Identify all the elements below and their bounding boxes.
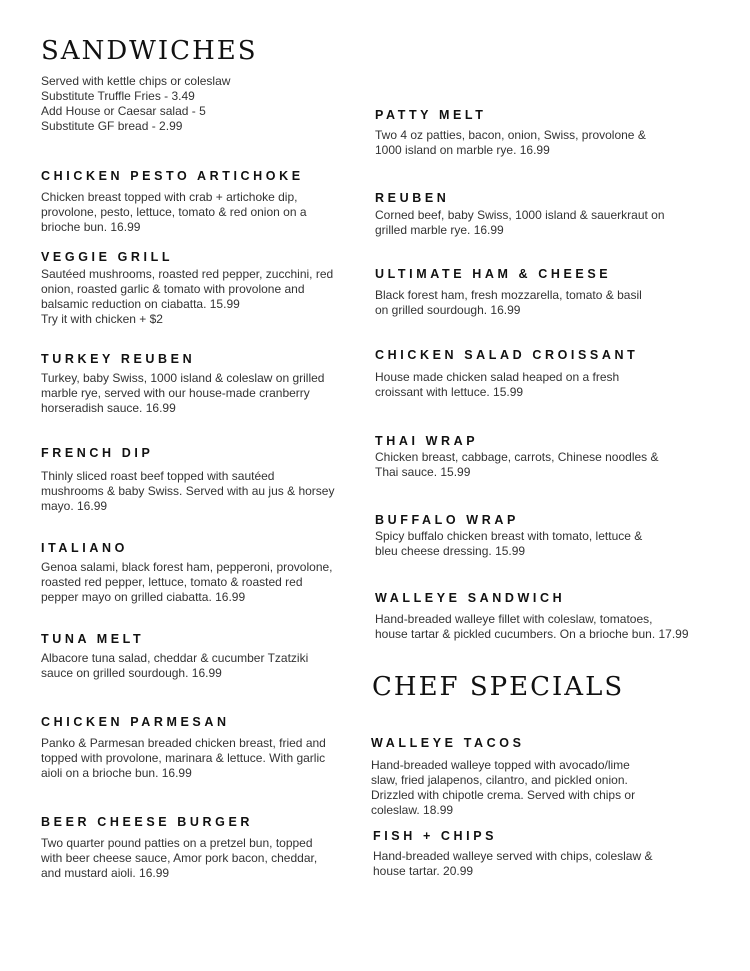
item-name: BUFFALO WRAP — [375, 513, 519, 527]
menu-item-thai-wrap — [375, 434, 659, 480]
menu-item-walleye-tacos — [371, 736, 635, 818]
item-description: Chicken breast, cabbage, carrots, Chinese noodles & Thai sauce. 15.99 — [375, 450, 659, 479]
item-name: ULTIMATE HAM & CHEESE — [375, 267, 612, 281]
item-name: VEGGIE GRILL — [41, 250, 174, 264]
item-name: REUBEN — [375, 191, 450, 205]
item-name: WALLEYE TACOS — [371, 736, 525, 750]
item-name: BEER CHEESE BURGER — [41, 815, 254, 829]
item-name: FRENCH DIP — [41, 446, 154, 460]
menu-item-chicken-pesto-artichoke — [41, 169, 307, 235]
item-description: Genoa salami, black forest ham, pepperoni, provolone, roasted red pepper, lettuce, tomato & roasted red pepper mayo on grilled ciabatta. 16.99 — [41, 560, 333, 604]
sandwiches-title: SANDWICHES — [41, 36, 258, 66]
menu-item-chicken-salad-croissant — [375, 348, 638, 400]
item-description: Hand-breaded walleye topped with avocado/lime slaw, fried jalapenos, cilantro, and pickled onion. Drizzled with chipotle crema. Served with chips or coleslaw. 18.99 — [371, 758, 636, 817]
item-name: TUNA MELT — [41, 632, 145, 646]
chef-specials-title: CHEF SPECIALS — [372, 672, 625, 702]
item-description: Spicy buffalo chicken breast with tomato, lettuce & bleu cheese dressing. 15.99 — [375, 529, 643, 558]
item-description: Two quarter pound patties on a pretzel bun, topped with beer cheese sauce, Amor pork bacon, cheddar, and mustard aioli. 16.99 — [41, 836, 318, 880]
item-name: ITALIANO — [41, 541, 128, 555]
item-name: PATTY MELT — [375, 108, 487, 122]
menu-item-patty-melt — [375, 108, 646, 158]
menu-item-turkey-reuben — [41, 352, 324, 416]
menu-item-reuben — [375, 191, 665, 238]
menu-item-chicken-parmesan — [41, 715, 326, 781]
item-description: House made chicken salad heaped on a fresh croissant with lettuce. 15.99 — [375, 370, 620, 399]
menu-item-beer-cheese-burger — [41, 815, 317, 881]
item-description: Sautéed mushrooms, roasted red pepper, zucchini, red onion, roasted garlic & tomato with provolone and balsamic reduction on ciabatta. 15.99 Try it with chicken + $2 — [41, 267, 334, 326]
menu-item-french-dip — [41, 446, 334, 514]
menu-item-italiano — [41, 541, 333, 605]
menu-item-walleye-sandwich — [375, 591, 689, 642]
item-name: TURKEY REUBEN — [41, 352, 196, 366]
sandwiches-notes — [41, 74, 230, 134]
item-name: WALLEYE SANDWICH — [375, 591, 566, 605]
note-line: Substitute GF bread - 2.99 — [41, 119, 183, 133]
item-description: Black forest ham, fresh mozzarella, tomato & basil on grilled sourdough. 16.99 — [375, 288, 642, 317]
item-description: Hand-breaded walleye fillet with coleslaw, tomatoes, house tartar & pickled cucumbers. On a brioche bun. 17.99 — [375, 612, 689, 641]
item-description: Albacore tuna salad, cheddar & cucumber Tzatziki sauce on grilled sourdough. 16.99 — [41, 651, 309, 680]
item-name: FISH + CHIPS — [373, 829, 498, 843]
item-description: Two 4 oz patties, bacon, onion, Swiss, provolone & 1000 island on marble rye. 16.99 — [375, 128, 646, 157]
item-description: Panko & Parmesan breaded chicken breast, fried and topped with provolone, marinara & lettuce. With garlic aioli on a brioche bun. 16.99 — [41, 736, 326, 780]
item-name: THAI WRAP — [375, 434, 479, 448]
menu-item-fish-chips — [373, 829, 652, 879]
item-name: CHICKEN PESTO ARTICHOKE — [41, 169, 304, 183]
item-description: Turkey, baby Swiss, 1000 island & coleslaw on grilled marble rye, served with our house-made cranberry horseradish sauce. 16.99 — [41, 371, 325, 415]
item-description: Thinly sliced roast beef topped with sautéed mushrooms & baby Swiss. Served with au jus & horsey mayo. 16.99 — [41, 469, 335, 513]
item-name: CHICKEN SALAD CROISSANT — [375, 348, 639, 362]
item-name: CHICKEN PARMESAN — [41, 715, 230, 729]
menu-item-buffalo-wrap — [375, 513, 642, 559]
menu-item-ultimate-ham-cheese — [375, 267, 642, 318]
menu-item-veggie-grill — [41, 250, 333, 327]
note-line: Served with kettle chips or coleslaw — [41, 74, 231, 88]
note-line: Substitute Truffle Fries - 3.49 — [41, 89, 195, 103]
note-line: Add House or Caesar salad - 5 — [41, 104, 206, 118]
item-description: Hand-breaded walleye served with chips, coleslaw & house tartar. 20.99 — [373, 849, 653, 878]
item-description: Corned beef, baby Swiss, 1000 island & sauerkraut on grilled marble rye. 16.99 — [375, 208, 665, 237]
menu-item-tuna-melt — [41, 632, 308, 681]
item-description: Chicken breast topped with crab + artichoke dip, provolone, pesto, lettuce, tomato & red onion on a brioche bun. 16.99 — [41, 190, 307, 234]
